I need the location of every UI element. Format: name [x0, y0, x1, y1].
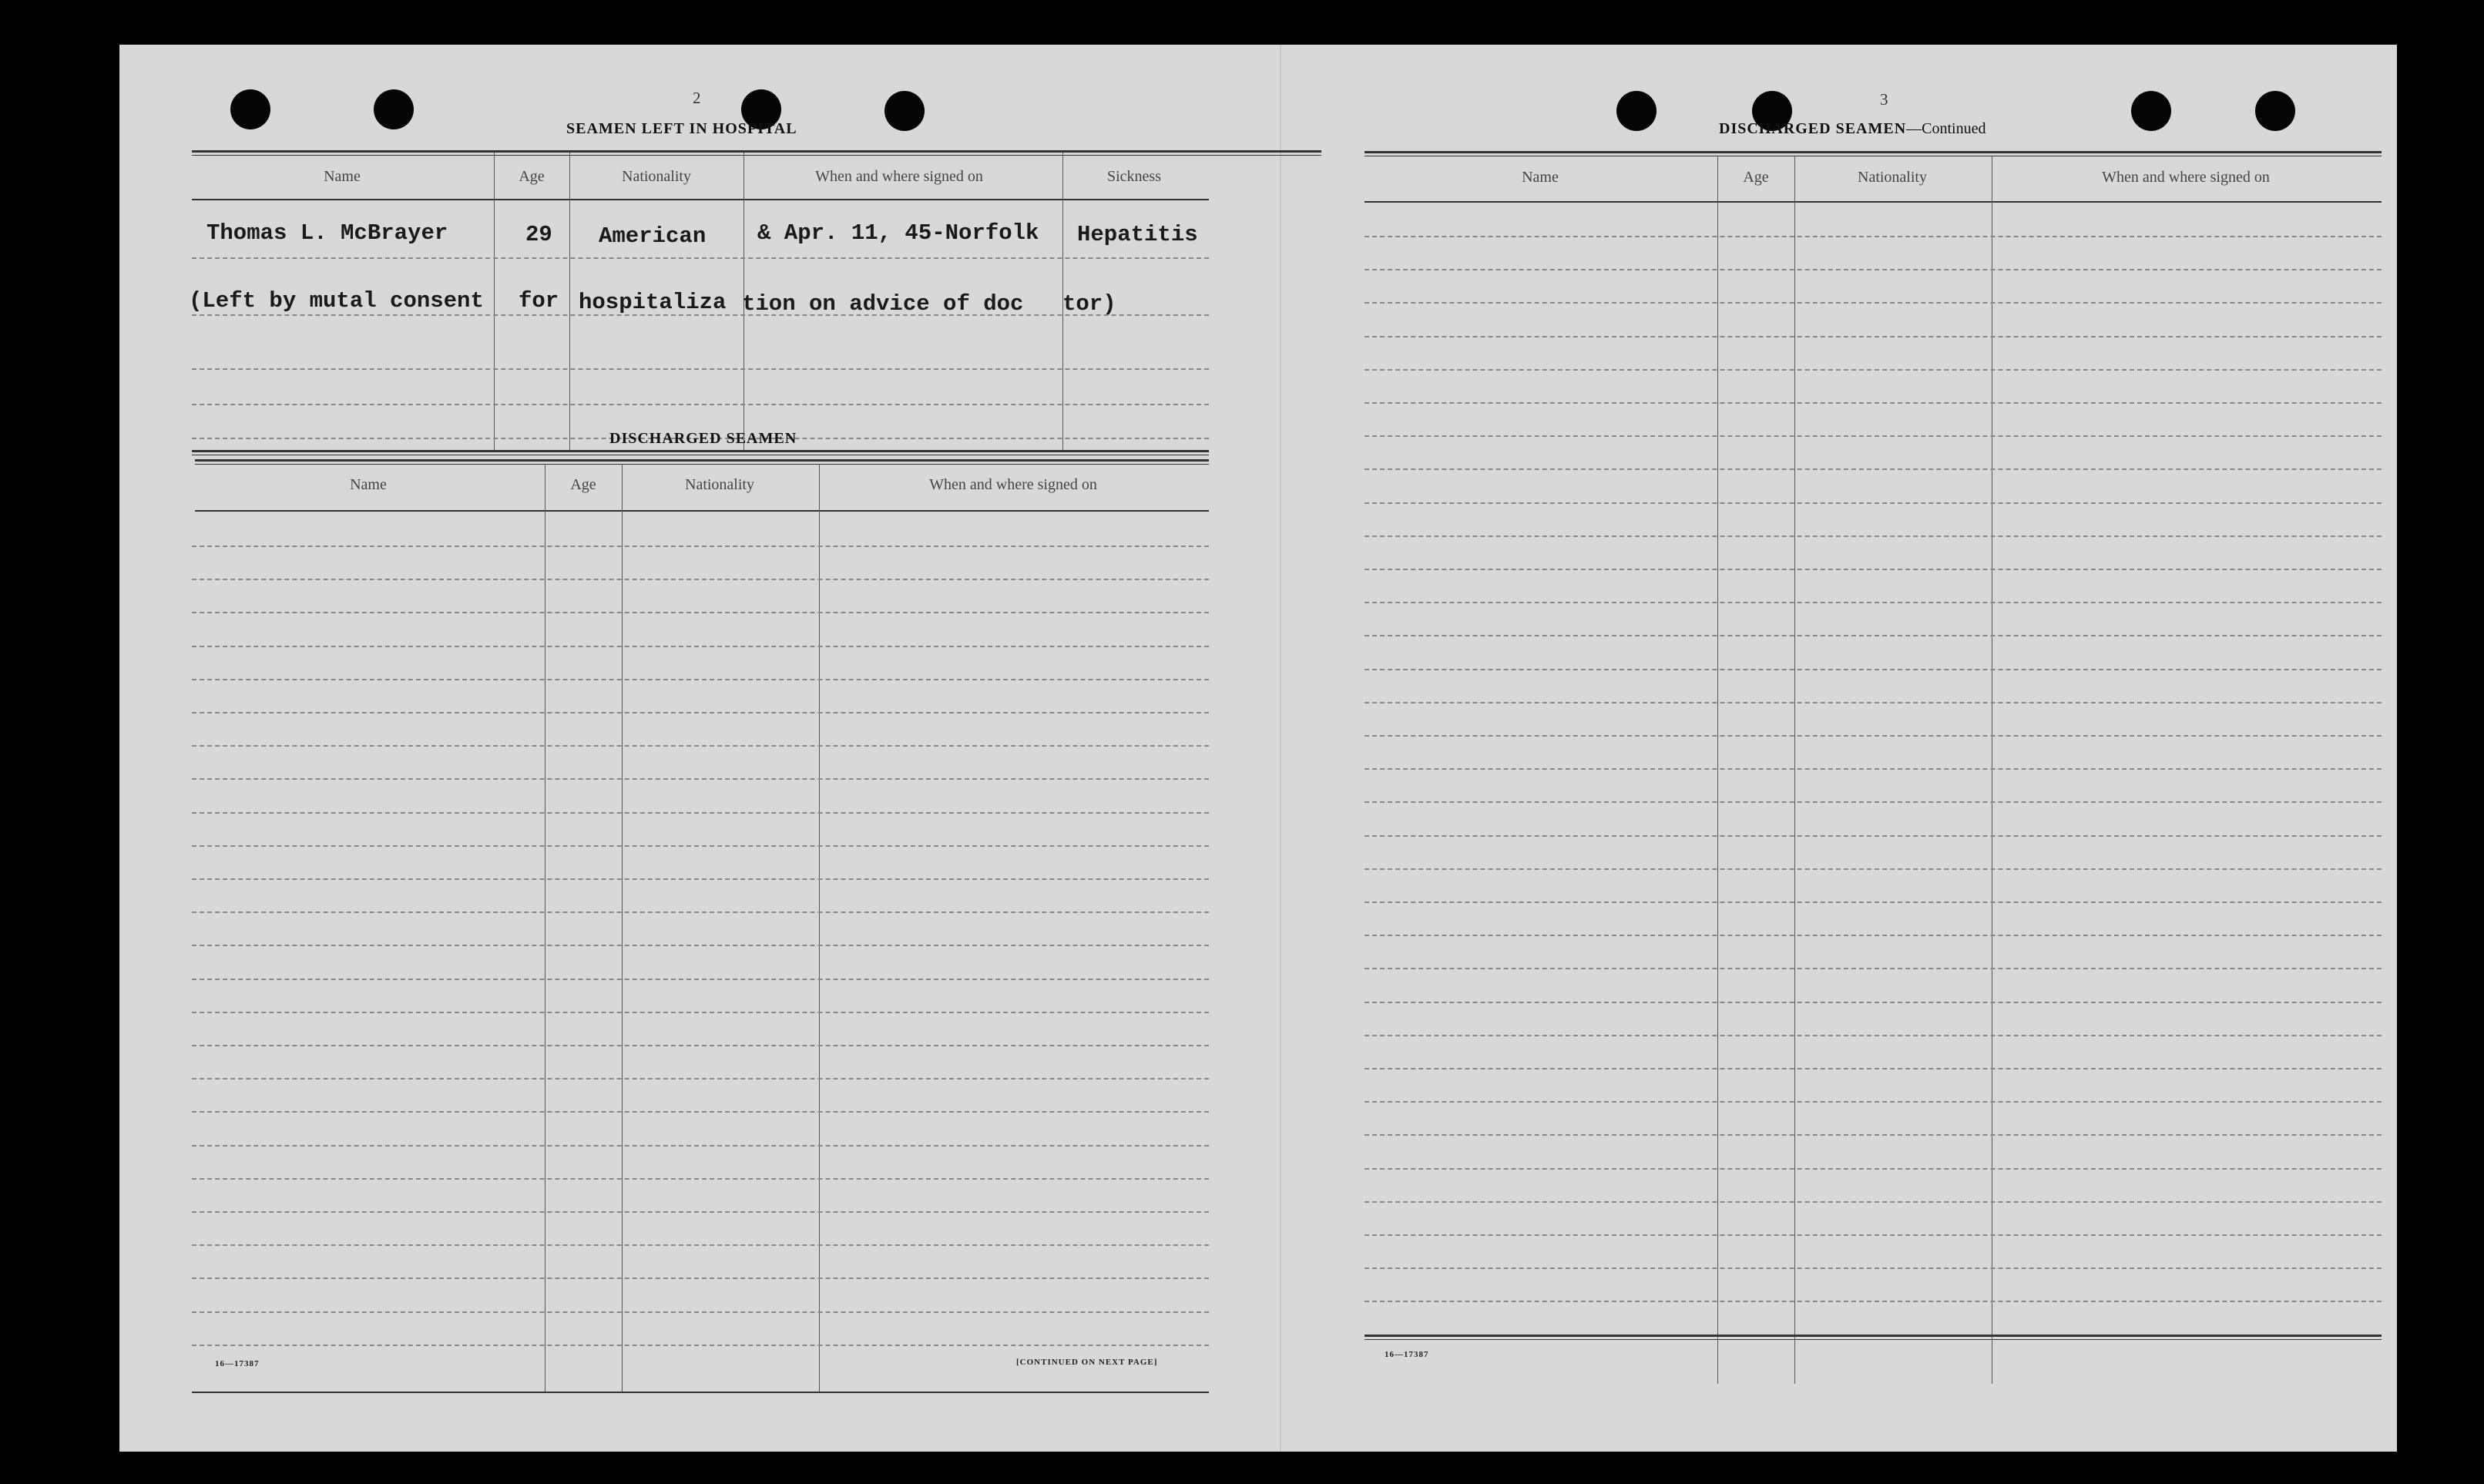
column-divider [622, 464, 623, 1393]
entry-line [192, 778, 1209, 780]
entry-line [1365, 369, 2382, 371]
column-header-age: Age [519, 168, 545, 185]
entry-line [1365, 635, 2382, 636]
column-header-rule [195, 510, 1209, 512]
header-rule [195, 459, 1209, 465]
entry-line [192, 1012, 1209, 1013]
entry-line [192, 712, 1209, 713]
entry-line [1365, 702, 2382, 703]
entry-line [192, 745, 1209, 747]
hospital-note-part: tion on advice of doc [742, 291, 1024, 317]
entry-line [192, 646, 1209, 647]
seaman-sickness: Hepatitis [1077, 222, 1198, 247]
entry-line [192, 945, 1209, 946]
entry-line [1365, 569, 2382, 570]
page-fold [1280, 45, 1281, 1452]
column-header-rule [1365, 201, 2382, 203]
page-number: 3 [1880, 90, 1888, 109]
entry-line [192, 1244, 1209, 1246]
entry-line [192, 679, 1209, 680]
entry-line [1365, 336, 2382, 337]
entry-line [1365, 402, 2382, 404]
column-header-name: Name [350, 476, 387, 493]
seaman-nationality: American [599, 223, 707, 249]
entry-line [1365, 1201, 2382, 1203]
column-header-age: Age [570, 476, 596, 493]
column-header-rule [192, 199, 1209, 200]
entry-line [1365, 1101, 2382, 1103]
entry-line [1365, 801, 2382, 803]
entry-line [1365, 302, 2382, 304]
entry-line [1365, 1234, 2382, 1236]
seaman-signed-on: & Apr. 11, 45-Norfolk [757, 220, 1039, 246]
table-bottom-rule [192, 1392, 1209, 1393]
column-divider [494, 153, 495, 452]
hospital-note-part: tor) [1062, 291, 1116, 317]
entry-line [192, 1111, 1209, 1113]
entry-line [1365, 901, 2382, 903]
entry-line [192, 979, 1209, 980]
hospital-note-part: (Left by mutal consent [189, 288, 484, 314]
seaman-age: 29 [525, 222, 552, 247]
entry-line [192, 912, 1209, 913]
punch-hole [2131, 91, 2171, 131]
entry-line [1365, 669, 2382, 670]
column-divider [569, 153, 570, 452]
entry-line [192, 1311, 1209, 1313]
entry-line [1365, 768, 2382, 770]
punch-hole [1616, 91, 1657, 131]
entry-line [1365, 1002, 2382, 1003]
entry-line [192, 878, 1209, 880]
entry-line [1365, 468, 2382, 470]
entry-line [1365, 1134, 2382, 1136]
punch-hole [230, 89, 270, 129]
entry-line [192, 1078, 1209, 1079]
document-sheet [119, 45, 2397, 1452]
column-header-nationality: Nationality [685, 476, 754, 493]
column-header-name: Name [1522, 169, 1559, 186]
entry-line [1365, 435, 2382, 437]
entry-line [192, 845, 1209, 847]
seaman-name: Thomas L. McBrayer [206, 220, 448, 246]
entry-line [192, 1145, 1209, 1147]
entry-line [1365, 1301, 2382, 1302]
punch-hole [885, 91, 925, 131]
entry-line [1365, 968, 2382, 969]
header-rule [192, 150, 1321, 156]
entry-line [1365, 269, 2382, 270]
column-header-nationality: Nationality [622, 168, 691, 185]
discharged-continued-title [1719, 120, 1986, 138]
entry-line [1365, 735, 2382, 737]
column-header-sickness: Sickness [1107, 168, 1161, 185]
entry-line [192, 812, 1209, 814]
column-header-signed-on: When and where signed on [2102, 169, 2270, 186]
entry-line [192, 546, 1209, 547]
hospital-section-title: SEAMEN LEFT IN HOSPITAL [566, 120, 797, 137]
entry-line [192, 1211, 1209, 1213]
continued-note: [CONTINUED ON NEXT PAGE] [1016, 1358, 1158, 1367]
entry-line [1365, 536, 2382, 537]
entry-line [1365, 1035, 2382, 1036]
punch-hole [374, 89, 414, 129]
form-number: 16—17387 [1385, 1350, 1429, 1359]
column-header-name: Name [324, 168, 361, 185]
entry-line [1365, 602, 2382, 603]
entry-line [1365, 868, 2382, 870]
hospital-note-part: hospitaliza [579, 290, 727, 315]
discharged-section-title: DISCHARGED SEAMEN [609, 430, 797, 447]
hospital-note-part: for [519, 288, 559, 314]
entry-line [1365, 835, 2382, 837]
entry-line [192, 1345, 1209, 1346]
entry-line [192, 1178, 1209, 1180]
column-header-nationality: Nationality [1858, 169, 1927, 186]
entry-line [1365, 502, 2382, 504]
entry-line [1365, 935, 2382, 936]
entry-line [192, 1045, 1209, 1046]
punch-hole [2255, 91, 2295, 131]
entry-line [1365, 1068, 2382, 1069]
entry-line [192, 404, 1209, 405]
entry-line [192, 579, 1209, 580]
entry-line [192, 368, 1209, 370]
page-number: 2 [693, 89, 701, 107]
entry-line [1365, 1168, 2382, 1170]
section-rule [192, 450, 1209, 455]
entry-line [192, 257, 1209, 259]
entry-line [192, 612, 1209, 613]
column-header-signed-on: When and where signed on [929, 476, 1097, 493]
entry-line [192, 1278, 1209, 1279]
entry-line [1365, 1267, 2382, 1269]
title-main: DISCHARGED SEAMEN [1719, 120, 1907, 137]
column-divider [819, 464, 820, 1393]
header-rule [1365, 151, 2382, 156]
column-header-signed-on: When and where signed on [815, 168, 983, 185]
form-number: 16—17387 [215, 1359, 260, 1368]
title-continued: —Continued [1906, 120, 1986, 137]
table-bottom-rule [1365, 1335, 2382, 1340]
column-header-age: Age [1743, 169, 1769, 186]
entry-line [1365, 236, 2382, 237]
